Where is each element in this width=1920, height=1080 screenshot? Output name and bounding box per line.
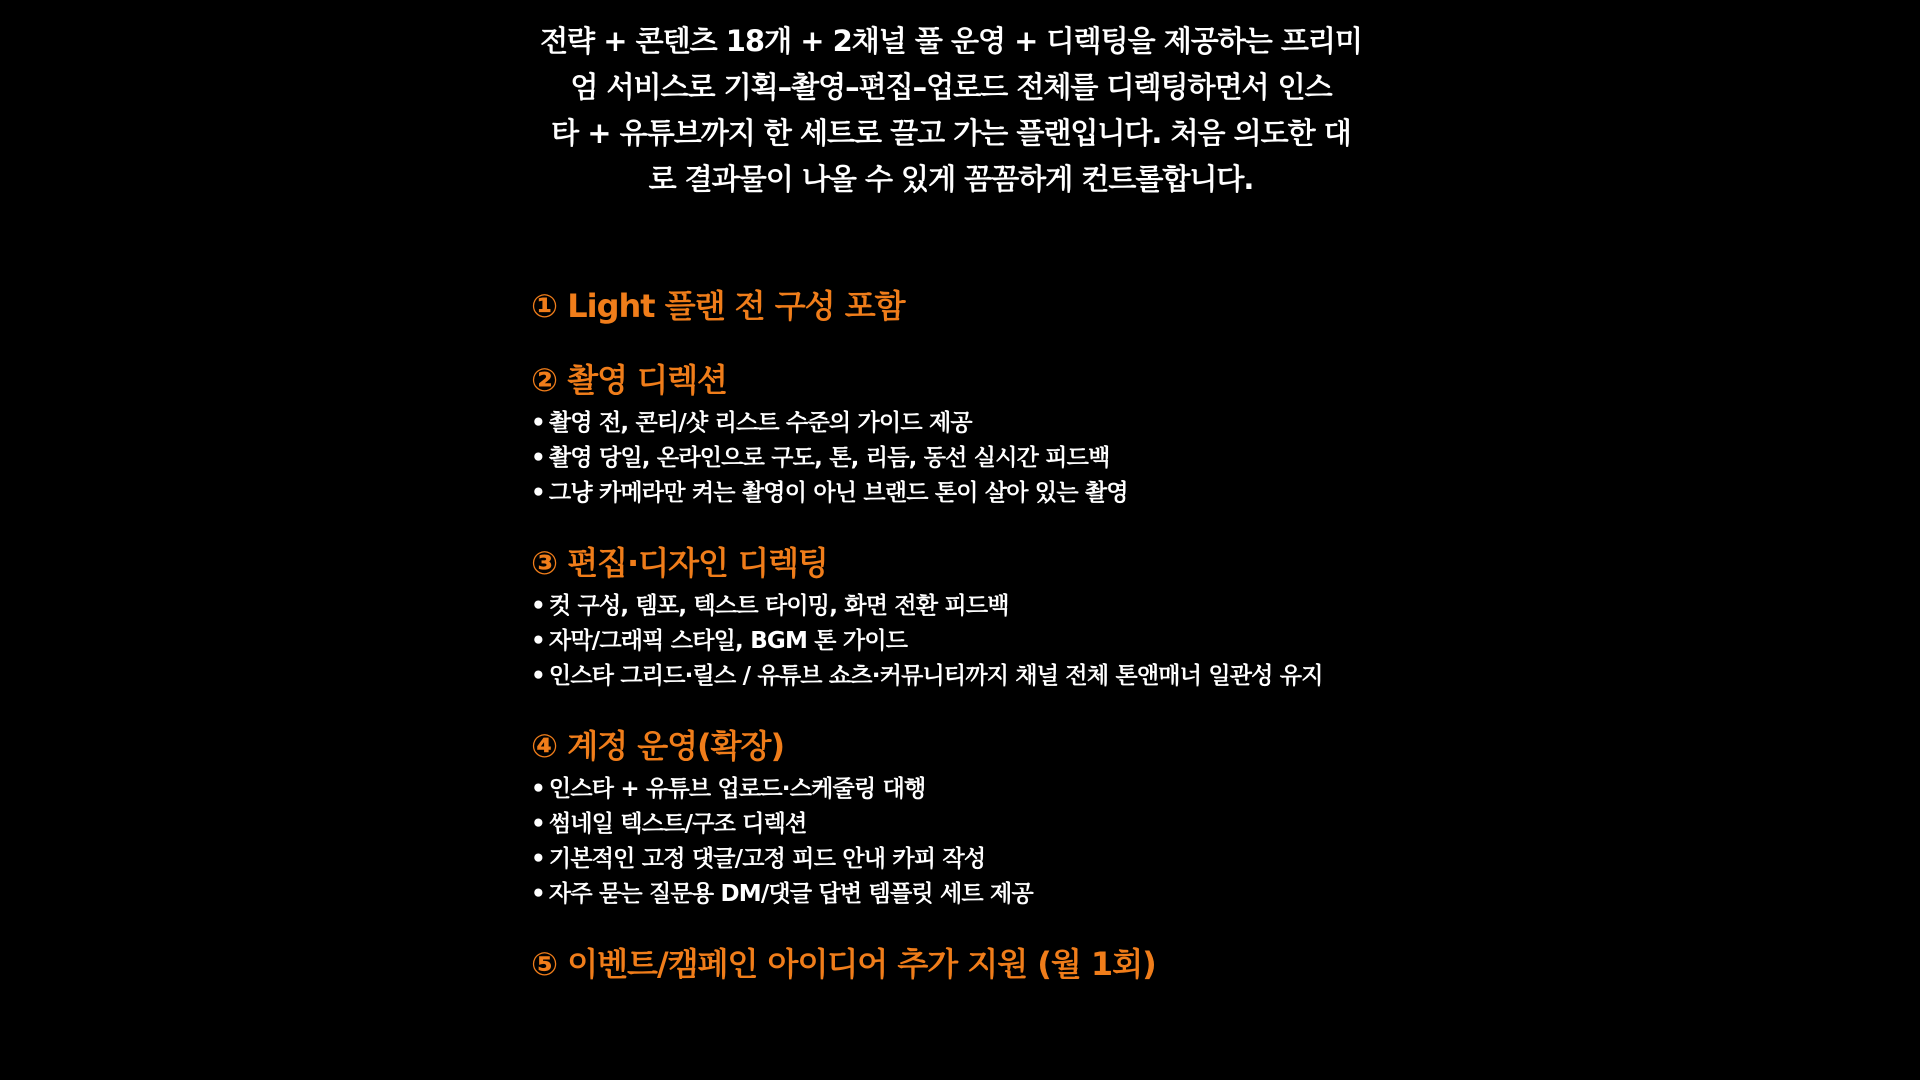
bullet-icon: • bbox=[531, 846, 545, 872]
section-title: ② 촬영 디렉션 bbox=[531, 361, 727, 399]
list-item-text: 촬영 전, 콘티/샷 리스트 수준의 가이드 제공 bbox=[548, 410, 972, 436]
section-title: ⑤ 이벤트/캠페인 아이디어 추가 지원 (월 1회) bbox=[531, 945, 1156, 983]
feature-sections bbox=[531, 284, 1371, 986]
list-item-text: 인스타 그리드·릴스 / 유튜브 쇼츠·커뮤니티까지 채널 전체 톤앤매너 일관성 유지 bbox=[548, 663, 1323, 689]
intro-line: 타 + 유튜브까지 한 세트로 끌고 가는 플랜입니다. 처음 의도한 대 bbox=[551, 116, 1351, 150]
section-title: ① Light 플랜 전 구성 포함 bbox=[531, 287, 905, 325]
section-event-campaign bbox=[531, 942, 1371, 986]
list-item bbox=[531, 877, 1371, 912]
list-item-text: 썸네일 텍스트/구조 디렉션 bbox=[548, 811, 807, 837]
section-light-plan bbox=[531, 284, 1371, 328]
list-item bbox=[531, 476, 1371, 511]
bullet-icon: • bbox=[531, 628, 545, 654]
list-item-text: 자막/그래픽 스타일, BGM 톤 가이드 bbox=[548, 628, 908, 654]
bullet-list bbox=[531, 772, 1371, 912]
list-item bbox=[531, 624, 1371, 659]
section-title: ④ 계정 운영(확장) bbox=[531, 727, 785, 765]
bullet-icon: • bbox=[531, 776, 545, 802]
list-item bbox=[531, 589, 1371, 624]
section-title: ③ 편집·디자인 디렉팅 bbox=[531, 544, 828, 582]
list-item-text: 자주 묻는 질문용 DM/댓글 답변 템플릿 세트 제공 bbox=[548, 881, 1033, 907]
list-item bbox=[531, 842, 1371, 877]
list-item bbox=[531, 659, 1371, 694]
bullet-icon: • bbox=[531, 811, 545, 837]
list-item-text: 촬영 당일, 온라인으로 구도, 톤, 리듬, 동선 실시간 피드백 bbox=[548, 445, 1110, 471]
list-item-text: 컷 구성, 템포, 텍스트 타이밍, 화면 전환 피드백 bbox=[548, 593, 1009, 619]
bullet-icon: • bbox=[531, 593, 545, 619]
list-item-text: 인스타 + 유튜브 업로드·스케줄링 대행 bbox=[548, 776, 926, 802]
plan-description bbox=[531, 18, 1371, 986]
list-item bbox=[531, 772, 1371, 807]
intro-line: 전략 + 콘텐츠 18개 + 2채널 풀 운영 + 디렉팅을 제공하는 프리미 bbox=[540, 24, 1362, 58]
bullet-icon: • bbox=[531, 445, 545, 471]
list-item-text: 기본적인 고정 댓글/고정 피드 안내 카피 작성 bbox=[548, 846, 986, 872]
list-item-text: 그냥 카메라만 켜는 촬영이 아닌 브랜드 톤이 살아 있는 촬영 bbox=[548, 480, 1128, 506]
bullet-icon: • bbox=[531, 881, 545, 907]
list-item bbox=[531, 807, 1371, 842]
bullet-list bbox=[531, 406, 1371, 511]
bullet-icon: • bbox=[531, 663, 545, 689]
section-shooting-direction bbox=[531, 358, 1371, 511]
intro-line: 로 결과물이 나올 수 있게 꼼꼼하게 컨트롤합니다. bbox=[648, 162, 1254, 196]
section-editing-direction bbox=[531, 541, 1371, 694]
bullet-icon: • bbox=[531, 480, 545, 506]
bullet-list bbox=[531, 589, 1371, 694]
list-item bbox=[531, 441, 1371, 476]
list-item bbox=[531, 406, 1371, 441]
intro-line: 엄 서비스로 기획–촬영–편집–업로드 전체를 디렉팅하면서 인스 bbox=[570, 70, 1332, 104]
bullet-icon: • bbox=[531, 410, 545, 436]
section-account-operation bbox=[531, 724, 1371, 912]
intro-paragraph bbox=[531, 18, 1371, 202]
